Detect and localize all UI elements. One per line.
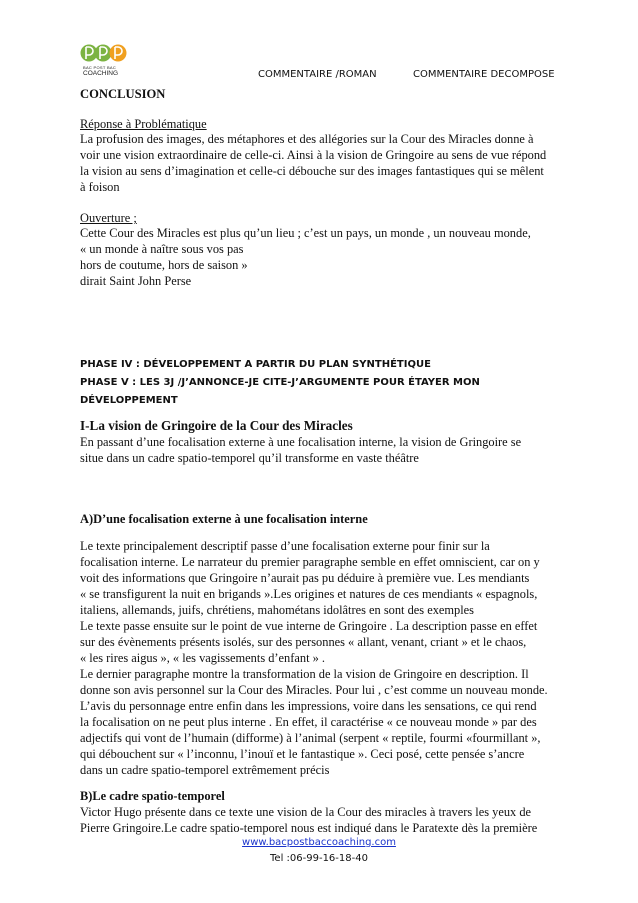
section-a-line: italiens, allemands, juifs, chrétiens, mahométans idolâtres en sont des exemples [80, 603, 474, 617]
logo-circles-icon [80, 40, 128, 66]
section-a-line: « se transfigurent la nuit en brigands ».Les origines et natures de ces mendiants « espagnols, [80, 587, 538, 601]
section-a-line: qui débouchent sur « l’inconnu, l’inouï et le fantastique ». Ceci posé, cette pensée s’ancre [80, 747, 525, 761]
ouverture-line: hors de coutume, hors de saison » [80, 258, 248, 272]
reponse-label: Réponse à Problématique [80, 117, 207, 131]
section-a-line: Le texte passe ensuite sur le point de vue interne de Gringoire . La description passe en effet [80, 619, 538, 633]
section-i-title: I-La vision de Gringoire de la Cour des Miracles [80, 418, 353, 433]
section-a-title: A)D’une focalisation externe à une focalisation interne [80, 512, 368, 526]
section-a-line: adjectifs qui vont de l’humain (difforme) à l’animal (serpent « reptile, fourmi «fourmillant », [80, 731, 541, 745]
reponse-line: voir une vision extraordinaire de celle-ci. Ainsi à la vision de Gringoire au sens de vue répond [80, 148, 547, 162]
section-i-line: situe dans un cadre spatio-temporel qu’il transforme en vaste théâtre [80, 451, 419, 465]
section-b-line: Victor Hugo présente dans ce texte une vision de la Cour des miracles à travers les yeux de [80, 805, 532, 819]
header-genre: COMMENTAIRE /ROMAN [258, 69, 377, 80]
phase-heading: PHASE IV : DÉVELOPPEMENT A PARTIR DU PLAN SYNTHÉTIQUE [80, 359, 431, 370]
conclusion-title: CONCLUSION [80, 87, 166, 101]
section-a-line: la focalisation on ne peut plus interne . En effet, il caractérise « ce nouveau monde » par des [80, 715, 537, 729]
reponse-line: à foison [80, 180, 120, 194]
section-b-line: Pierre Gringoire.Le cadre spatio-temporel nous est indiqué dans le Paratexte dès la première [80, 821, 538, 835]
header-type: COMMENTAIRE DECOMPOSE [413, 69, 555, 80]
phase-heading: PHASE V : LES 3J /J’ANNONCE-JE CITE-J’ARGUMENTE POUR ÉTAYER MON [80, 377, 480, 388]
section-a-line: Le texte principalement descriptif passe d’une focalisation externe pour finir sur la [80, 539, 490, 553]
section-a-line: L’avis du personnage entre enfin dans les impressions, voire dans les sensations, ce qui rend [80, 699, 537, 713]
ouverture-line: dirait Saint John Perse [80, 274, 192, 288]
section-a-line: focalisation interne. Le narrateur du premier paragraphe semble en effet omniscient, car on y [80, 555, 540, 569]
section-a-line: « les rires aigus », « les vagissements d’enfant » . [80, 651, 326, 665]
footer-website-link[interactable]: www.bacpostbaccoaching.com [242, 837, 396, 848]
section-a-line: donne son avis personnel sur la Cour des Miracles. Pour lui , c’est comme un nouveau monde. [80, 683, 548, 697]
ouverture-line: Cette Cour des Miracles est plus qu’un lieu ; c’est un pays, un monde , un nouveau monde, [80, 226, 531, 240]
ouverture-line: « un monde à naître sous vos pas [80, 242, 244, 256]
section-b-title: B)Le cadre spatio-temporel [80, 789, 225, 803]
reponse-line: La profusion des images, des métaphores et des allégories sur la Cour des Miracles donne à [80, 132, 534, 146]
section-a-line: voit des informations que Gringoire n’aurait pas pu déduire à première vue. Les mendiants [80, 571, 530, 585]
logo [80, 40, 128, 78]
reponse-line: la vision au sens d’imagination et celle-ci débouche sur des images fantastiques qui se mêlent [80, 164, 544, 178]
logo-brand-text: BAC POST BAC [83, 65, 117, 70]
footer-phone: Tel :06-99-16-18-40 [270, 853, 368, 864]
ouverture-label: Ouverture ; [80, 211, 137, 225]
section-a-line: Le dernier paragraphe montre la transformation de la vision de Gringoire en description. Il [80, 667, 529, 681]
section-a-line: dans un cadre spatio-temporel extrêmement précis [80, 763, 330, 777]
logo-coaching-text: COACHING [83, 70, 119, 77]
phase-heading: DÉVELOPPEMENT [80, 395, 178, 406]
section-a-line: sur des évènements présents isolés, sur des personnes « allant, venant, criant » et le chaos, [80, 635, 527, 649]
section-i-line: En passant d’une focalisation externe à une focalisation interne, la vision de Gringoire se [80, 435, 522, 449]
